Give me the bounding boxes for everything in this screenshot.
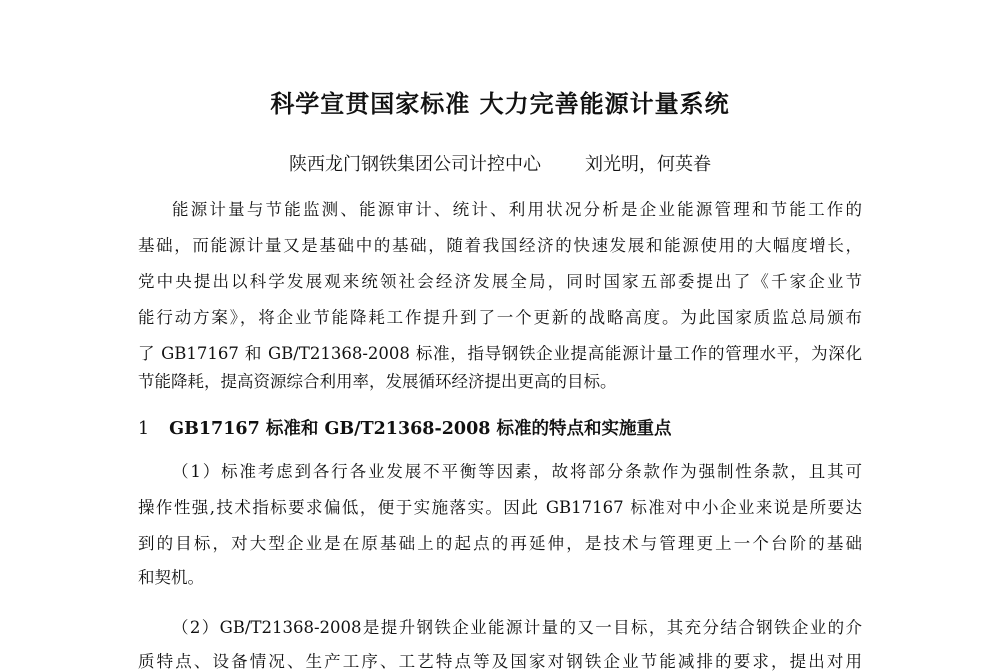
authors: 刘光明，何英眷 — [585, 154, 711, 175]
paragraph-2-line-1: （1）标准考虑到各行各业发展不平衡等因素，故将部分条款作为强制性条款，且其可 — [172, 462, 862, 481]
paragraph-1-line-3: 党中央提出以科学发展观来统领社会经济发展全局，同时国家五部委提出了《千家企业节 — [138, 272, 862, 291]
paragraph-2-line-2: 操作性强,技术指标要求偏低，便于实施落实。因此 GB17167 标准对中小企业来说是所要达 — [138, 498, 862, 517]
paragraph-2-line-3: 到的目标，对大型企业是在原基础上的起点的再延伸，是技术与管理更上一个台阶的基础 — [138, 534, 862, 553]
author-line — [0, 150, 1000, 176]
paragraph-3-line-2: 质特点、设备情况、生产工序、工艺特点等及国家对钢铁企业节能减排的要求，提出对用 — [138, 652, 862, 671]
document-title: 科学宣贯国家标准 大力完善能源计量系统 — [270, 90, 730, 118]
section-1-title: GB17167 标准和 GB/T21368-2008 标准的特点和实施重点 — [169, 419, 672, 439]
paragraph-1-line-6: 节能降耗，提高资源综合利用率，发展循环经济提出更高的目标。 — [138, 372, 617, 391]
affiliation: 陕西龙门钢铁集团公司计控中心 — [289, 154, 541, 175]
section-1-number: 1 — [138, 419, 150, 439]
section-1-heading — [138, 415, 672, 440]
paragraph-1-line-2: 基础，而能源计量又是基础中的基础，随着我国经济的快速发展和能源使用的大幅度增长， — [138, 236, 862, 255]
paragraph-1-line-4: 能行动方案》，将企业节能降耗工作提升到了一个更新的战略高度。为此国家质监总局颁布 — [138, 308, 862, 327]
paragraph-1-line-1: 能源计量与节能监测、能源审计、统计、利用状况分析是企业能源管理和节能工作的 — [172, 200, 862, 219]
paragraph-2-line-4: 和契机。 — [138, 568, 204, 587]
paragraph-1-line-5: 了 GB17167 和 GB/T21368-2008 标准，指导钢铁企业提高能源计量工作的管理水平，为深化 — [138, 344, 862, 363]
paragraph-3-line-1: （2）GB/T21368-2008是提升钢铁企业能源计量的又一目标，其充分结合钢铁企业的介 — [172, 618, 862, 637]
